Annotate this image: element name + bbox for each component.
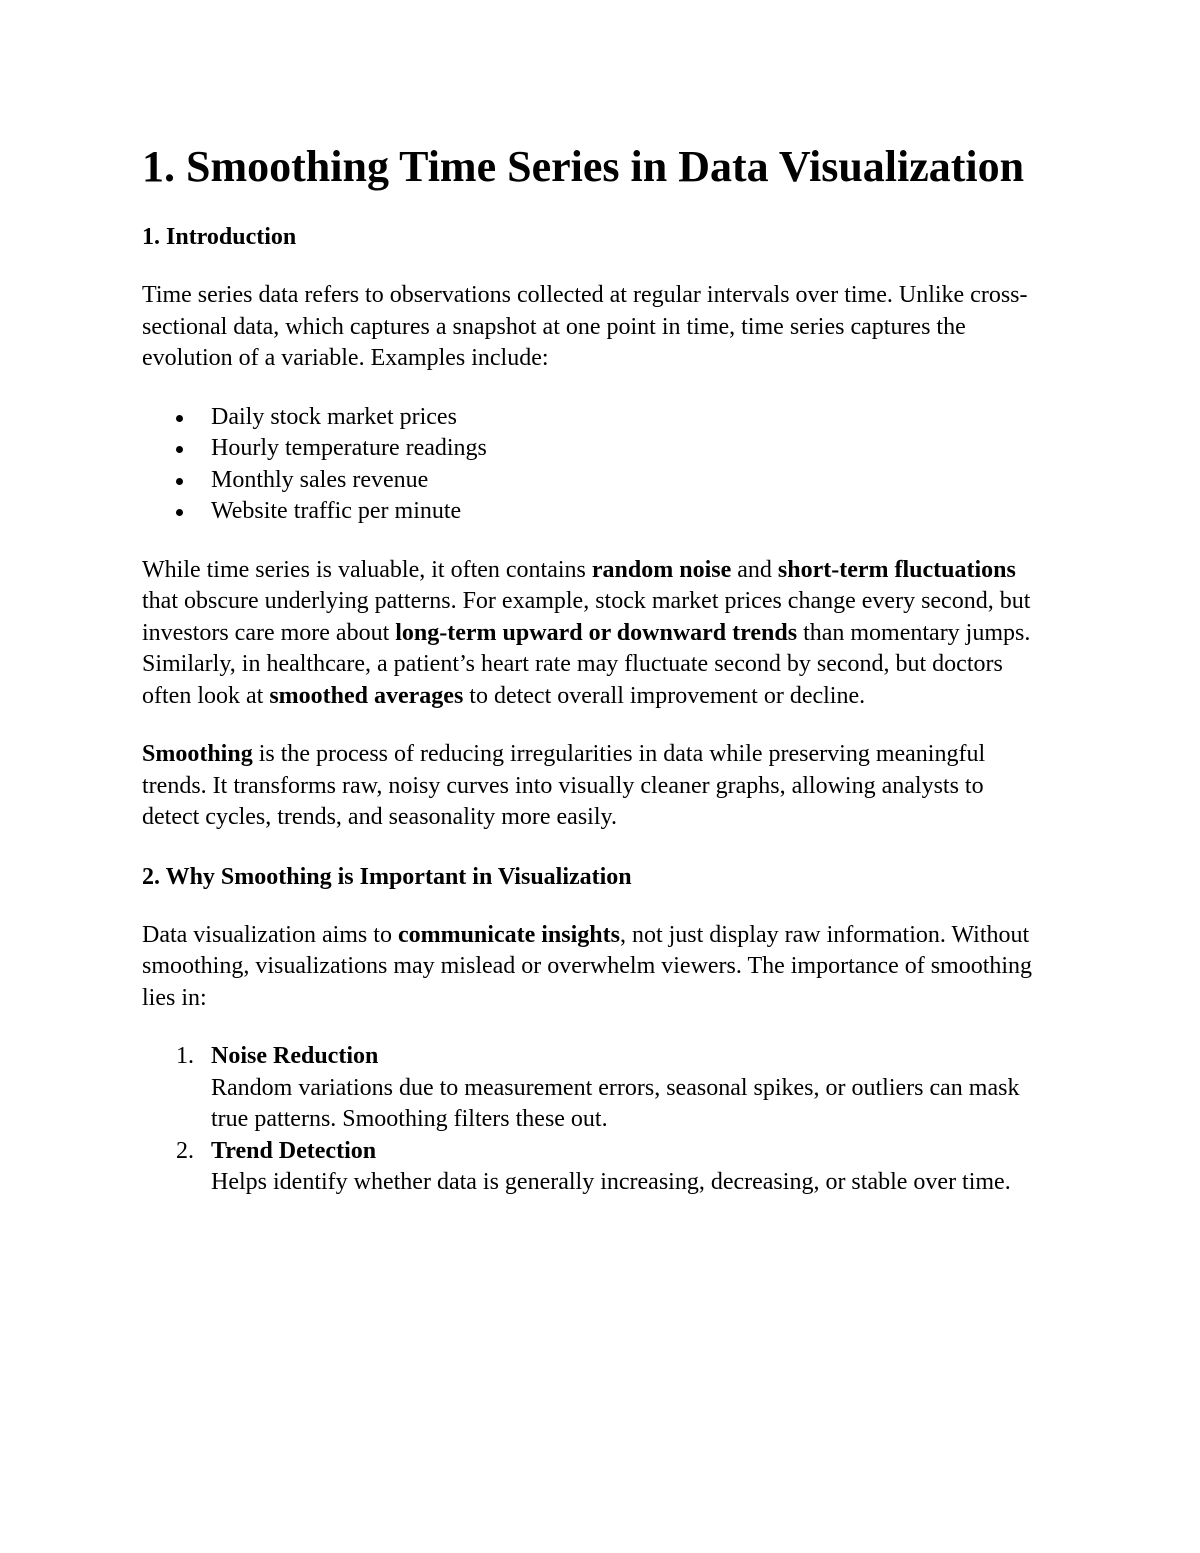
bold-random-noise: random noise <box>591 556 732 583</box>
list-item-trend-detection <box>142 1136 1042 1199</box>
intro-paragraph: Time series data refers to observations collected at regular intervals over time. Unlike cross-sectional data, which captures a snapshot at one point in time, time series captures the evolution of a variable. Examples include: <box>142 282 1028 371</box>
text-run: to detect overall improvement or decline. <box>463 682 866 709</box>
bold-long-term-trends: long-term upward or downward trends <box>395 619 798 646</box>
section-heading-introduction: 1. Introduction <box>142 224 297 250</box>
list-item-title: Noise Reduction <box>211 1043 379 1069</box>
importance-list <box>142 1041 1042 1199</box>
list-item: Monthly sales revenue <box>142 465 1042 497</box>
text-run: that obscure underlying patterns. For example, stock market prices change every second, but investors care more about <box>142 588 1031 646</box>
smoothing-definition-paragraph <box>142 739 1042 834</box>
list-item: Daily stock market prices <box>142 402 1042 434</box>
bold-short-term-fluctuations: short-term fluctuations <box>777 556 1016 583</box>
bold-communicate-insights: communicate insights <box>397 921 620 948</box>
list-item-title: Trend Detection <box>211 1137 377 1164</box>
document-page <box>142 140 1042 1199</box>
list-item-description: Random variations due to measurement errors, seasonal spikes, or outliers can mask true patterns. Smoothing filters these out. <box>211 1074 1020 1132</box>
text-run: and <box>731 556 778 583</box>
list-number: 1. <box>176 1043 194 1069</box>
text-run: is the process of reducing irregularities in data while preserving meaningful trends. It transforms raw, noisy curves into visually cleaner graphs, allowing analysts to detect cycles, trends, and seasonality more easily. <box>142 741 986 830</box>
document-title: 1. Smoothing Time Series in Data Visualization <box>142 142 1025 191</box>
text-run: Data visualization aims to <box>142 921 398 948</box>
bold-smoothed-averages: smoothed averages <box>269 682 464 709</box>
noise-paragraph <box>142 555 1042 713</box>
list-number: 2. <box>176 1137 194 1164</box>
text-run: , not just display raw information. Without smoothing, visualizations may mislead or overwhelm viewers. The importance of smoothing lies in: <box>142 921 1033 1011</box>
list-item-description: Helps identify whether data is generally increasing, decreasing, or stable over time. <box>211 1169 1011 1195</box>
list-item-noise-reduction <box>142 1041 1042 1136</box>
bold-smoothing: Smoothing <box>142 741 253 767</box>
text-run: than momentary jumps. Similarly, in healthcare, a patient’s heart rate may fluctuate second by second, but doctors often look at <box>142 619 1031 709</box>
list-item: Website traffic per minute <box>142 496 1042 528</box>
section-heading-why-smoothing: 2. Why Smoothing is Important in Visualization <box>142 863 632 890</box>
examples-list <box>142 402 1042 528</box>
visualization-paragraph <box>142 920 1042 1015</box>
text-run: While time series is valuable, it often contains <box>142 556 592 583</box>
list-item: Hourly temperature readings <box>142 433 1042 465</box>
